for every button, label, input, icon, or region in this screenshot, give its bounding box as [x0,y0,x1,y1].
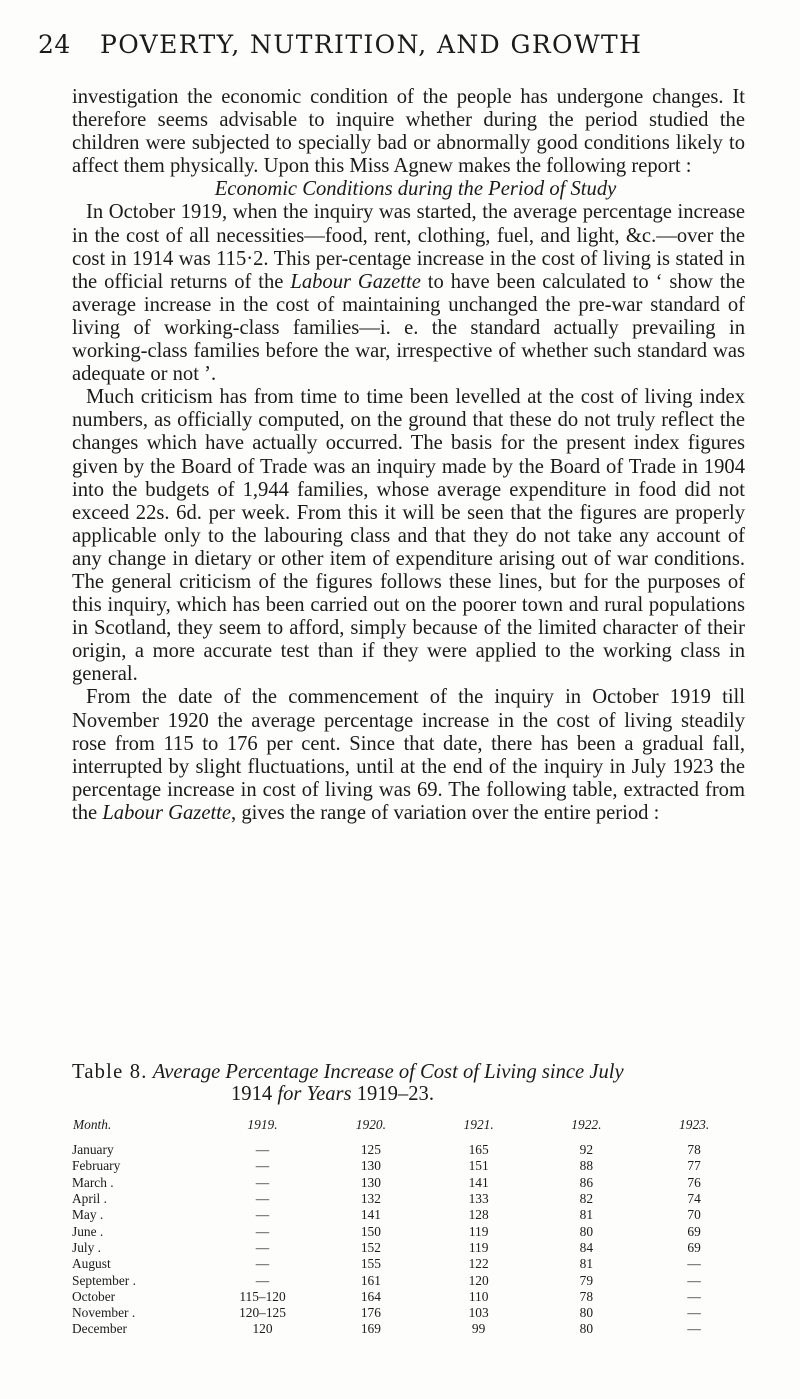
month-cell: November . [72,1305,136,1321]
value-cell: 84 [579,1239,594,1255]
month-cell: July . [72,1239,102,1255]
table-row [72,1223,748,1239]
month-cell: February [72,1158,121,1174]
col-header-1920: 1920. [355,1117,386,1132]
value-cell: 69 [687,1223,701,1239]
value-cell: 82 [579,1191,594,1207]
value-cell: 74 [687,1191,701,1207]
page-header [38,30,762,70]
month-cell: August [72,1256,111,1272]
value-cell: — [255,1223,270,1239]
value-cell: — [687,1321,701,1337]
value-cell: 169 [360,1321,381,1337]
month-cell: January [72,1142,114,1158]
value-cell: 103 [468,1305,489,1321]
month-cell: April . [72,1191,107,1207]
value-cell: 78 [579,1288,594,1304]
value-cell: 119 [468,1223,489,1239]
table-row [72,1207,748,1223]
value-cell: 80 [579,1305,594,1321]
value-cell: — [687,1256,701,1272]
col-header-1923: 1923. [679,1117,710,1132]
cost-of-living-table [72,1116,748,1338]
value-cell: — [255,1174,270,1190]
table-row [72,1191,748,1207]
value-cell: 115–120 [239,1288,286,1304]
month-cell: June . [72,1223,104,1239]
paragraph-2 [72,201,745,386]
value-cell: 141 [360,1207,381,1223]
page-number: 24 [38,30,71,59]
value-cell: 80 [579,1223,594,1239]
body-text [72,86,745,825]
table-row [72,1240,748,1256]
month-cell: September . [72,1272,136,1288]
value-cell: 69 [687,1239,701,1255]
value-cell: 133 [468,1191,489,1207]
value-cell: 70 [687,1207,701,1223]
publication-title-2: Labour Gazette [102,801,232,824]
value-cell: 120 [468,1272,489,1288]
value-cell: 130 [360,1158,381,1174]
value-cell: 92 [579,1142,594,1158]
paragraph-4-tail: , gives the range of variation over the entire period : [231,801,660,824]
money-amount: 22s. 6d. [135,501,202,524]
month-cell: December [72,1321,128,1337]
caption-year: 1914 [231,1083,273,1105]
value-cell: 125 [360,1142,381,1158]
value-cell: 151 [468,1158,489,1174]
value-cell: 165 [468,1142,489,1158]
value-cell: 77 [687,1158,701,1174]
value-cell: 155 [360,1256,381,1272]
value-cell: — [255,1142,270,1158]
paragraph-4-text: From the date of the commencement of the inquiry in October 1919 till November 1920 the average percentage increase in the cost of living steadily rose from 115 to 176 per cent. Since that date, there has been a gradual fall, interrupted by slight fluctuations, until at the end of the inquiry in July 1923 the percentage increase in cost of living was 69. The following table, extracted from the [72,686,745,824]
value-cell: 81 [579,1256,594,1272]
col-header-month: Month. [73,1117,112,1132]
value-cell: 141 [468,1174,489,1190]
value-cell: 110 [468,1288,489,1304]
table-row [72,1305,748,1321]
col-header-1922: 1922. [571,1117,602,1132]
value-cell: 164 [360,1288,381,1304]
value-cell: — [255,1191,270,1207]
value-cell: 86 [579,1174,594,1190]
value-cell: — [255,1272,270,1288]
table-row [72,1272,748,1288]
value-cell: — [687,1305,701,1321]
paragraph-3 [72,386,745,686]
col-header-1919: 1919. [247,1117,278,1132]
paragraph-3-tail: per week. From this it will be seen that the figures are properly applicable only to the labouring class and that they do not take any account of any change in dietary or other item of expenditure arising out of war conditions. The general criticism of the figures follows these lines, but for the purposes of this inquiry, which has been carried out on the poorer town and rural populations in Scotland, they seem to afford, simply because of the limited character of their origin, a more accurate test than if they were applied to the working class in general. [72,501,746,686]
value-cell: — [687,1272,701,1288]
col-header-1921: 1921. [463,1117,494,1132]
value-cell: — [255,1207,270,1223]
caption-range: 1919–23. [356,1083,434,1105]
value-cell: 120–125 [239,1305,286,1321]
value-cell: 79 [579,1272,594,1288]
table-row [72,1175,748,1191]
table-row [72,1256,748,1272]
value-cell: 128 [468,1207,489,1223]
section-heading: Economic Conditions during the Period of Study [214,178,617,201]
table-title: Average Percentage Increase of Cost of Living since July [152,1061,624,1083]
value-cell: 78 [687,1142,701,1158]
paragraph-1: investigation the economic condition of the people has undergone changes. It therefore seems advisable to inquire whether during the period studied the children were subjected to specially bad or abnormally good conditions likely to affect them physically. Upon this Miss Agnew makes the following report : [72,86,745,178]
table-row [72,1158,748,1174]
value-cell: 81 [579,1207,594,1223]
value-cell: 132 [360,1191,381,1207]
table-row [72,1321,748,1337]
value-cell: 88 [579,1158,594,1174]
table-row [72,1142,748,1158]
value-cell: — [255,1158,270,1174]
publication-title: Labour Gazette [290,270,421,293]
caption-line-1 [72,1061,752,1083]
caption-line-2 [72,1083,752,1105]
paragraph-2-text: In October 1919, when the inquiry was started, the average percentage increase in the cost of all necessities—food, rent, clothing, fuel, and light, &c.—over the cost in 1914 was 115·2. This per-centage increase in the cost of living is stated in the official returns of the [72,201,745,293]
value-cell: 176 [360,1305,381,1321]
value-cell: 99 [471,1321,486,1337]
month-cell: October [72,1288,116,1304]
table-header-row [72,1116,748,1142]
table-caption [72,1061,752,1105]
paragraph-3-text: Much criticism has from time to time been levelled at the cost of living index numbers, as officially computed, on the ground that these do not truly reflect the changes which have actually occurred. The basis for the present index figures given by the Board of Trade was an inquiry made by the Board of Trade in 1904 into the budgets of 1,944 families, whose average expenditure in food did not exceed [72,386,745,524]
month-cell: March . [72,1174,114,1190]
value-cell: 130 [360,1174,381,1190]
value-cell: 152 [360,1239,381,1255]
paragraph-2-tail: to have been calculated to ‘ show the average increase in the cost of maintaining unchanged the pre-war standard of living of working-class families—i. e. the standard actually prevailing in working-class families before the war, irrespective of whether such standard was adequate or not ’. [72,270,745,386]
value-cell: 150 [360,1223,381,1239]
value-cell: 76 [687,1174,701,1190]
value-cell: — [255,1239,270,1255]
caption-years: Years [306,1083,352,1105]
paragraph-4 [72,686,745,825]
value-cell: 80 [579,1321,594,1337]
running-title: POVERTY, NUTRITION, AND GROWTH [100,30,643,59]
value-cell: 161 [360,1272,381,1288]
table-row [72,1289,748,1305]
table-label: Table 8. [72,1061,148,1083]
value-cell: 120 [252,1321,273,1337]
month-cell: May . [72,1207,104,1223]
caption-for: for [277,1083,302,1105]
table-body [72,1142,748,1338]
value-cell: 122 [468,1256,489,1272]
value-cell: 119 [468,1239,489,1255]
value-cell: — [687,1288,701,1304]
value-cell: — [255,1256,270,1272]
